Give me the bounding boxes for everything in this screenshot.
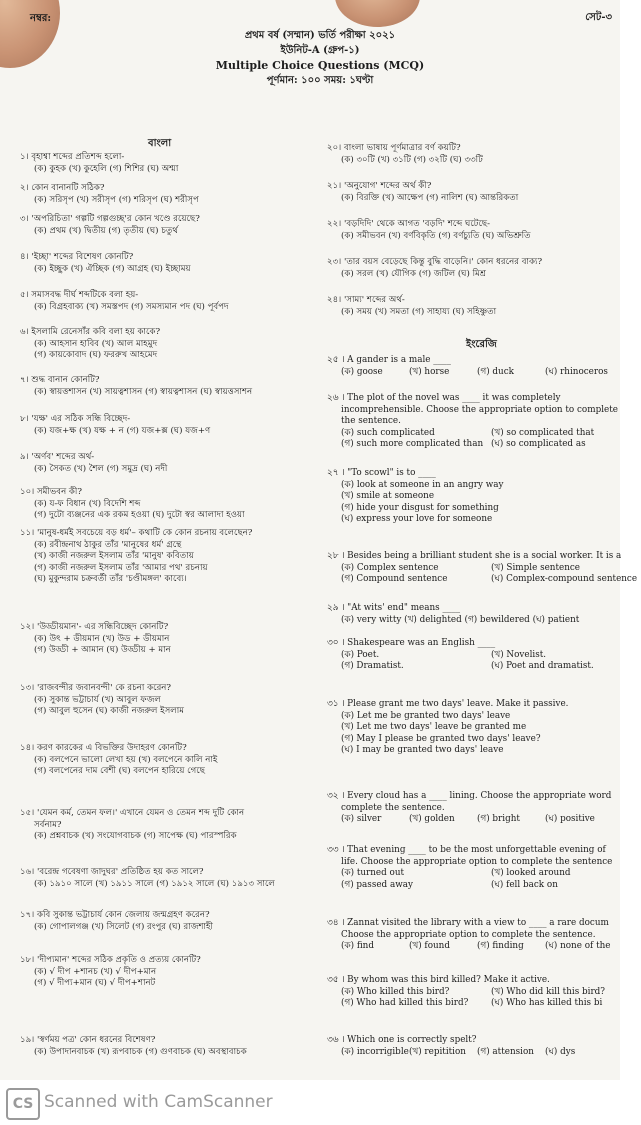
- question-text: ৬। ইসলামি রেনেসাঁর কবি বলা হয় কাকে?: [20, 327, 161, 337]
- option-line: (গ) √ দীপ্য+মান (ঘ) √ দীপ+শানট: [34, 978, 156, 989]
- option-line: (ক) √ দীপ +শানচ (খ) √ দীপ+মান: [34, 966, 157, 977]
- scanner-watermark-text: Scanned with CamScanner: [44, 1092, 273, 1112]
- option-line: (গ) May I please be granted two days' leave?: [341, 733, 541, 744]
- option-choice: (খ) Novelist.: [491, 649, 547, 660]
- option-line: (গ) উড্ডী + আমান (ঘ) উড্ডীয় + মান: [34, 645, 171, 656]
- option-choice: (খ) Who did kill this bird?: [491, 986, 605, 997]
- english-heading: ইংরেজি: [466, 339, 497, 350]
- option-choice: (গ) Who had killed this bird?: [341, 998, 469, 1009]
- question-text: ৩৬ । Which one is correctly spelt?: [327, 1035, 477, 1045]
- option-line: (ক) গোপালগঞ্জ (খ) সিলেট (গ) রংপুর (ঘ) রাজশাহী: [34, 921, 213, 932]
- option-choice: (খ) golden: [409, 814, 455, 825]
- option-line: (ক) স্বায়ত্তশাসন (খ) সায়ত্বশাসন (গ) স্বায়ত্বশাসন (ঘ) স্বায়ত্তসাশন: [34, 386, 253, 397]
- question-left-col-19: [20, 1035, 247, 1058]
- question-eng-col-6: [327, 638, 641, 673]
- option-line: the sentence.: [341, 416, 401, 427]
- question-text: ১৭। কবি সুকান্ত ভট্টাচার্য কোন জেলায় জন্মগ্রহণ করেন?: [20, 910, 210, 920]
- option-line: (ক) য-ফ বিধান (খ) বিদেশি শব্দ: [34, 498, 141, 509]
- question-text: ১৮। 'দীপ্যমান' শব্দের সঠিক প্রকৃতি ও প্রত্যয় কোনটি?: [20, 955, 201, 965]
- question-text: ৩০ । Shakespeare was an English ____: [327, 638, 496, 648]
- question-eng-col-7: [327, 699, 568, 757]
- option-row: [327, 661, 641, 673]
- question-left-col-8: [20, 414, 210, 437]
- option-line: (ক) সময় (খ) সমতা (গ) সাহায্য (ঘ) সহিষ্ণুতা: [341, 306, 497, 317]
- question-text: ৪। 'ইচ্ছা' শব্দের বিশেষণ কোনটি?: [20, 252, 134, 262]
- question-text: ৫। সমাসবদ্ধ দীর্ঘ শব্দটিকে বলা হয়-: [20, 290, 139, 300]
- question-text: ৯। 'অর্ণব' শব্দের অর্থ-: [20, 452, 95, 462]
- option-choice: (খ) looked around: [491, 868, 571, 879]
- option-line: (গ) কায়কোবাদ (ঘ) ফররুখ আহমেদ: [34, 350, 158, 361]
- option-line: সর্বনাম?: [34, 819, 62, 830]
- option-row: [327, 868, 641, 880]
- option-choice: (গ) attension: [477, 1046, 534, 1057]
- question-eng-col-8: [327, 791, 613, 826]
- question-text: ২৪। 'সাম্য' শব্দের অর্থ-: [327, 295, 405, 305]
- option-line: (গ) দুটো ব্যঞ্জনের এক রকম হওয়া (ঘ) দুটো স্বর আলাদা হওয়া: [34, 510, 245, 521]
- option-line: complete the sentence.: [341, 802, 445, 813]
- option-line: (খ) Let me two days' leave be granted me: [341, 722, 527, 733]
- option-line: (খ) smile at someone: [341, 491, 435, 502]
- option-row: [327, 563, 641, 575]
- question-right-col-3: [327, 219, 531, 242]
- question-text: ৩৪ । Zannat visited the library with a view to ____ a rare docum: [327, 918, 609, 928]
- question-text: ৩৩ । That evening ____ to be the most unforgettable evening of: [327, 845, 606, 855]
- option-line: (ক) সরিসৃপ (খ) সরীসৃপ (গ) শরিসৃপ (ঘ) শরীসৃপ: [34, 194, 199, 205]
- option-line: (ক) সুকান্ত ভট্টাচার্য (খ) আবুল ফজল: [34, 694, 161, 705]
- option-line: (ক) উৎ + ডীয়মান (খ) উড + ডীয়মান: [34, 633, 170, 644]
- question-right-col-4: [327, 257, 542, 280]
- question-text: ২৯ । "At wits' end" means ____: [327, 603, 461, 613]
- option-choice: (গ) Dramatist.: [341, 661, 404, 672]
- option-choice: (ক) incorrigible: [341, 1046, 409, 1057]
- question-left-col-9: [20, 452, 167, 475]
- question-text: ২। কোন বানানটি সঠিক?: [20, 183, 105, 193]
- question-right-col-1: [327, 143, 483, 166]
- question-left-col-12: [20, 622, 171, 657]
- question-left-col-13: [20, 683, 184, 718]
- option-choice: (ঘ) Who has killed this bi: [491, 998, 603, 1009]
- option-row: [327, 998, 641, 1010]
- question-eng-col-1: [327, 355, 613, 378]
- question-left-col-4: [20, 252, 191, 275]
- option-choice: (ক) Who killed this bird?: [341, 986, 450, 997]
- option-line: (ঘ) express your love for someone: [341, 514, 493, 525]
- question-left-col-7: [20, 375, 252, 398]
- question-eng-col-3: [327, 468, 503, 526]
- question-text: ৩১ । Please grant me two days' leave. Make it passive.: [327, 699, 569, 709]
- question-left-col-16: [20, 867, 275, 890]
- option-row: [327, 650, 641, 662]
- option-line: (ক) প্রশ্নবাচক (খ) সংযোগবাচক (গ) সাপেক্ষ (ঘ) পারস্পরিক: [34, 831, 237, 842]
- option-line: (ঘ) মুকুন্দরাম চক্রবর্তী তাঁর 'চণ্ডীমঙ্গল' কাব্যে।: [34, 574, 187, 585]
- option-choice: (ক) turned out: [341, 868, 405, 879]
- option-line: (ক) বিরক্তি (খ) আক্ষেপ (গ) নালিশ (ঘ) আন্তরিকতা: [341, 192, 519, 203]
- question-text: ১২। 'উড্ডীয়মান'- এর সন্ধিবিচ্ছেদ কোনটি?: [20, 622, 169, 632]
- option-line: (ক) বিগ্রহবাক্য (খ) সমস্তপদ (গ) সমস্যমান পদ (ঘ) পূর্বপদ: [34, 301, 229, 312]
- option-choice: (গ) finding: [477, 941, 524, 952]
- question-left-col-3: [20, 214, 200, 237]
- option-choice: (খ) horse: [409, 366, 450, 377]
- question-eng-col-2: [327, 393, 641, 451]
- exam-header: [170, 28, 470, 88]
- question-text: ১৯। 'স্বর্ণময় পত্র' কোন ধরনের বিশেষণ?: [20, 1035, 156, 1045]
- option-line: (খ) কাজী নজরুল ইসলাম তাঁর 'মানুষ' কবিতায়: [34, 551, 194, 562]
- option-choice: (ঘ) Poet and dramatist.: [491, 661, 594, 672]
- option-line: (ক) সমীভবন (খ) বর্ণবিকৃতি (গ) বর্ণচ্যুতি (ঘ) অভিশ্রুতি: [341, 230, 531, 241]
- question-eng-col-4: [327, 551, 641, 586]
- option-row: [327, 814, 613, 826]
- option-choice: (গ) bright: [477, 814, 520, 825]
- question-text: ১৫। 'যেমন কর্ম, তেমন ফল।' এখানে যেমন ও তেমন শব্দ দুটি কোন: [20, 808, 245, 818]
- option-line: (ক) ১৯১০ সালে (খ) ১৯১১ সালে (গ) ১৯১২ সালে (ঘ) ১৯১৩ সালে: [34, 878, 275, 889]
- option-line: (ক) ৩০টি (খ) ৩১টি (গ) ৩২টি (ঘ) ৩৩টি: [341, 154, 483, 165]
- option-choice: (ঘ) Complex-compound sentence: [491, 574, 638, 585]
- option-choice: (খ) so complicated that: [491, 427, 595, 438]
- option-row: [327, 941, 613, 953]
- question-text: ২২। 'বড়দিদি' থেকে আগত 'বড়দি' শব্দে ঘটেছে-: [327, 219, 491, 229]
- option-row: [327, 428, 641, 440]
- question-left-col-15: [20, 808, 244, 843]
- option-choice: (ঘ) so complicated as: [491, 439, 586, 450]
- option-choice: (খ) Simple sentence: [491, 562, 580, 573]
- question-text: ২৬ । The plot of the novel was ____ it was completely: [327, 393, 561, 403]
- question-text: ১৬। 'বরেন্দ্র গবেষণা জাদুঘর' প্রতিষ্ঠিত হয় কত সালে?: [20, 867, 204, 877]
- option-line: (গ) বলপেনের দাম বেশী (ঘ) বলপেন হারিয়ে গেছে: [34, 766, 205, 777]
- option-choice: (ঘ) positive: [545, 814, 595, 825]
- option-line: (ক) উপাদানবাচক (খ) রূপবাচক (গ) গুণবাচক (ঘ) অবস্থাবাচক: [34, 1046, 247, 1057]
- question-left-col-1: [20, 152, 178, 175]
- scanner-footer: [0, 1080, 620, 1125]
- question-left-col-6: [20, 327, 160, 362]
- option-choice: (ঘ) rhinoceros: [545, 366, 608, 377]
- question-left-col-10: [20, 487, 245, 522]
- question-left-col-11: [20, 528, 252, 586]
- option-choice: (গ) such more complicated than: [341, 439, 484, 450]
- option-choice: (গ) duck: [477, 366, 514, 377]
- option-line: (গ) আবুল হুসেন (ঘ) কাজী নজরুল ইসলাম: [34, 706, 184, 717]
- question-text: ১০। সমীভবন কী?: [20, 487, 83, 497]
- question-eng-col-9: [327, 845, 641, 891]
- option-choice: (ক) Complex sentence: [341, 562, 439, 573]
- option-line: (ক) ইচ্ছুক (খ) ঐচ্ছিক (গ) আগ্রহ (ঘ) ইচ্ছাময়: [34, 263, 191, 274]
- question-text: ২০। বাংলা ভাষায় পূর্ণমাত্রার বর্ণ কয়টি?: [327, 143, 461, 153]
- option-line: (ক) Let me be granted two days' leave: [341, 710, 511, 721]
- bangla-heading: বাংলা: [148, 138, 172, 149]
- option-line: (গ) কাজী নজরুল ইসলাম তাঁর 'আমার পথ' রচনায়: [34, 562, 208, 573]
- question-left-col-17: [20, 910, 213, 933]
- option-line: (ক) very witty (খ) delighted (গ) bewildered (ঘ) patient: [341, 614, 580, 625]
- option-line: (ক) প্রথম (খ) দ্বিতীয় (গ) তৃতীয় (ঘ) চতুর্থ: [34, 225, 178, 236]
- option-choice: (ক) silver: [341, 814, 382, 825]
- question-right-col-2: [327, 181, 518, 204]
- question-text: ১। বৃহাশ্বা শব্দের প্রতিশব্দ হলো-: [20, 152, 125, 162]
- option-line: (গ) hide your disgust for something: [341, 502, 499, 513]
- option-row: [327, 367, 613, 379]
- option-choice: (ঘ) fell back on: [491, 879, 558, 890]
- question-left-col-14: [20, 743, 217, 778]
- question-text: ১৪। করণ কারকের এ বিভক্তির উদাহরণ কোনটি?: [20, 743, 187, 753]
- option-choice: (ক) Poet.: [341, 649, 380, 660]
- mcq-title: Multiple Choice Questions (MCQ): [215, 59, 425, 72]
- marks-time: পূর্ণমান: ১০০ সময়: ১ঘণ্টা: [266, 75, 374, 86]
- option-choice: (ঘ) dys: [545, 1046, 576, 1057]
- option-row: [327, 1047, 613, 1059]
- option-line: (ক) রবীন্দ্রনাথ ঠাকুর তাঁর 'মানুষের ধর্ম' গ্রন্থে: [34, 539, 182, 550]
- question-eng-col-5: [327, 603, 579, 626]
- question-text: ২৭ । "To scowl" is to ____: [327, 468, 436, 478]
- question-text: ৮। 'যক্ষ' এর সঠিক সন্ধি বিচ্ছেদ-: [20, 414, 131, 424]
- question-text: ১১। 'মানুষ-ধর্মই সবচেয়ে বড় ধর্ম'– কথাটি কে কোন রচনায় বলেছেন?: [20, 528, 253, 538]
- option-choice: (ক) goose: [341, 366, 383, 377]
- question-left-col-5: [20, 290, 229, 313]
- option-line: life. Choose the appropriate option to complete the sentence: [341, 856, 613, 867]
- option-line: (ক) সরল (খ) যৌগিক (গ) জটিল (ঘ) মিশ্র: [341, 268, 487, 279]
- thumb-right: [335, 0, 420, 27]
- set-label: সেট-৩: [585, 12, 612, 23]
- option-line: (ক) কুহক (খ) কুহেলি (গ) শিশির (ঘ) অশ্মা: [34, 163, 179, 174]
- option-line: (ক) বলপেনে ভালো লেখা হয় (খ) বলপেনে কালি নাই: [34, 754, 218, 765]
- option-line: (ক) যজ+ক্ষ (খ) যক্ষ + ন (গ) যজ+ক্স (ঘ) যজ+ণ: [34, 425, 211, 436]
- option-choice: (খ) repitition: [409, 1046, 466, 1057]
- option-choice: (ক) such complicated: [341, 427, 435, 438]
- question-text: ২১। 'অনুযোগ' শব্দের অর্থ কী?: [327, 181, 432, 191]
- unit-label: ইউনিট-A (গ্রুপ-১): [280, 45, 360, 56]
- question-text: ৭। শুদ্ধ বানান কোনটি?: [20, 375, 100, 385]
- exam-title: প্রথম বর্ষ (সম্মান) ভর্তি পরীক্ষা ২০২১: [244, 30, 396, 41]
- question-text: ২৩। 'তার বয়স বেড়েছে কিন্তু বুদ্ধি বাড়েনি।' কোন ধরনের বাক্য?: [327, 257, 543, 267]
- camscanner-logo-icon: CS: [6, 1088, 40, 1120]
- option-choice: (ঘ) none of the: [545, 941, 611, 952]
- option-row: [327, 574, 641, 586]
- option-row: [327, 987, 641, 999]
- question-left-col-2: [20, 183, 199, 206]
- option-line: incomprehensible. Choose the appropriate option to complete: [341, 404, 618, 415]
- option-line: Choose the appropriate option to complete the sentence.: [341, 929, 596, 940]
- option-row: [327, 439, 641, 451]
- option-choice: (খ) found: [409, 941, 450, 952]
- option-line: (ক) আহসান হাবিব (খ) আল মাহমুদ: [34, 338, 158, 349]
- question-text: ৩২ । Every cloud has a ____ lining. Choose the appropriate word: [327, 791, 612, 801]
- question-text: ১৩। 'রাজবন্দীর জবানবন্দী' কে রচনা করেন?: [20, 683, 172, 693]
- question-text: ২৮ । Besides being a brilliant student she is a social worker. It is a: [327, 551, 622, 561]
- question-text: ৩৫ । By whom was this bird killed? Make it active.: [327, 975, 550, 985]
- option-line: (ঘ) I may be granted two days' leave: [341, 745, 504, 756]
- option-row: [327, 880, 641, 892]
- option-line: (ক) look at someone in an angry way: [341, 479, 504, 490]
- question-eng-col-12: [327, 1035, 613, 1058]
- option-choice: (ক) find: [341, 941, 374, 952]
- question-left-col-18: [20, 955, 201, 990]
- question-text: ৩। 'অপরিচিতা' গল্পটি গল্পগুচ্ছ'র কোন খণ্ডে রয়েছে?: [20, 214, 200, 224]
- option-choice: (গ) passed away: [341, 879, 413, 890]
- roll-number-label: নম্বর:: [30, 13, 52, 24]
- question-eng-col-10: [327, 918, 613, 953]
- question-right-col-5: [327, 295, 496, 318]
- question-text: ২৫ । A gander is a male ____: [327, 355, 451, 365]
- option-choice: (গ) Compound sentence: [341, 574, 448, 585]
- option-line: (ক) সৈকত (খ) শৈল (গ) সমুদ্র (ঘ) নদী: [34, 463, 168, 474]
- question-eng-col-11: [327, 975, 641, 1010]
